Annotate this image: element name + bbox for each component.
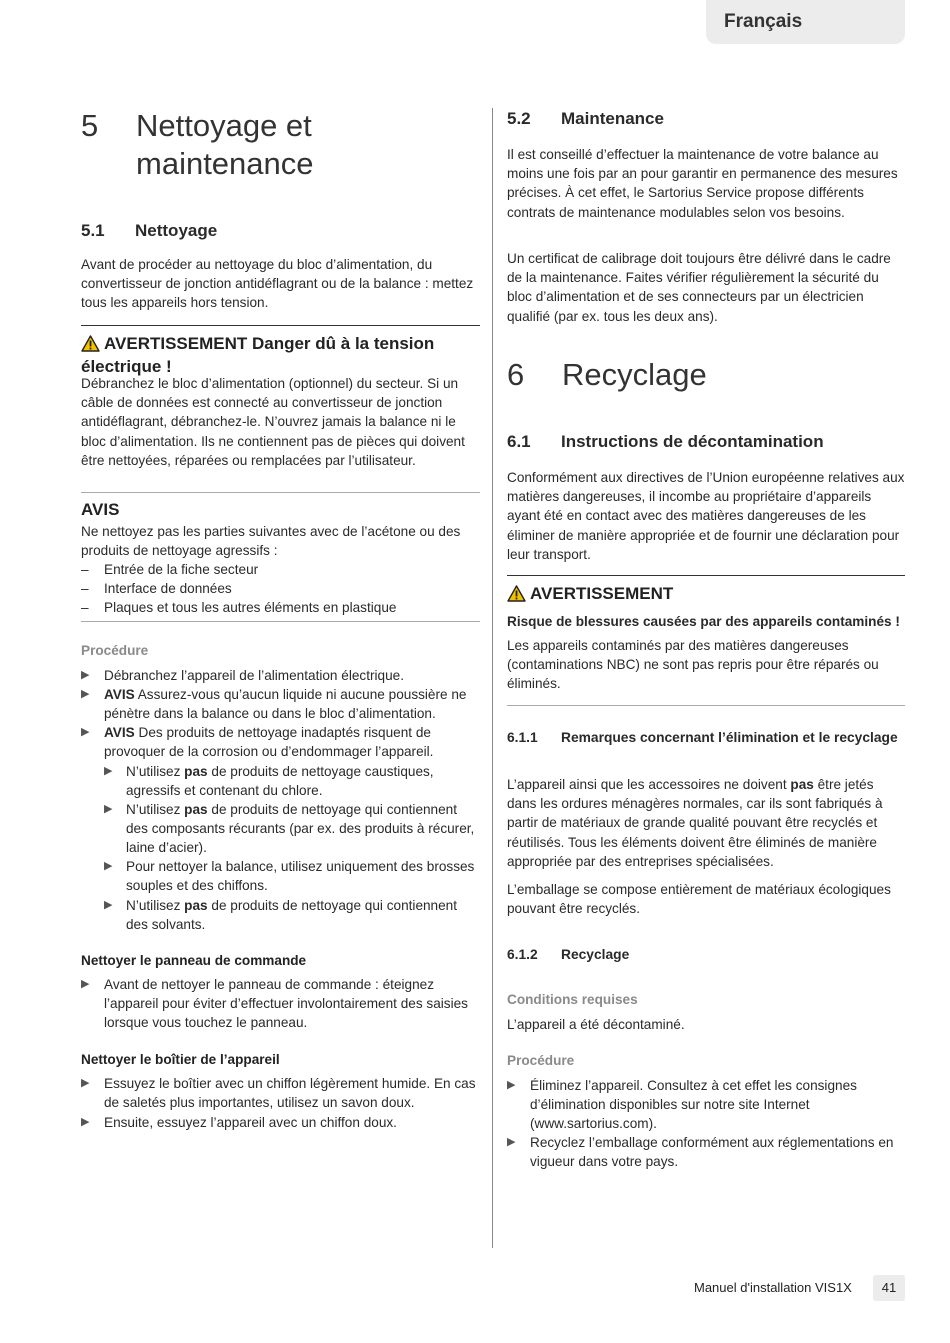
section-6-heading xyxy=(507,356,905,396)
section-title: Nettoyage xyxy=(135,221,218,240)
elimination-paragraph-1: L’appareil ainsi que les accessoires ne doivent pas être jetés dans les ordures ménagères normales, car ils sont fabriqués à partir de matériaux de grande qualité pouvant être recyclés et réutilisés. Tous les éléments doivent être éliminés de manière appropriée par des entreprises spécialisées. xyxy=(507,777,883,869)
page-number-box xyxy=(873,1275,905,1301)
warning-top-rule xyxy=(507,575,905,576)
section-5-heading xyxy=(81,107,480,187)
triangle-right-icon: ▶ xyxy=(81,726,90,738)
section-number: 6.1 xyxy=(507,432,531,451)
warning-text: Débranchez le bloc d’alimentation (optionnel) du secteur. Si un câble de données est connecté au convertisseur de jonction antidéflagrant, débranchez-le. N’ouvrez jamais la balance ni le bloc d’alimentation. Ils ne contiennent pas de pièces qui doivent être nettoyées, réparées ou remplacées par l’utilisateur. xyxy=(81,376,465,468)
avis-title: AVIS xyxy=(81,500,120,519)
procedure-label: Procédure xyxy=(507,1053,575,1068)
triangle-right-icon: ▶ xyxy=(81,1116,90,1128)
warning-text: Les appareils contaminés par des matières dangereuses (contaminations NBC) ne sont pas repris pour être réparés ou éliminés. xyxy=(507,638,879,692)
conditions-text: L’appareil a été décontaminé. xyxy=(507,1017,685,1032)
section-title: Recyclage xyxy=(561,947,630,962)
section-title: Remarques concernant l’élimination et le recyclage xyxy=(561,730,898,745)
section-title-line2: maintenance xyxy=(136,146,314,181)
section-number: 5 xyxy=(81,108,99,143)
column-divider xyxy=(492,108,493,1248)
triangle-right-icon: ▶ xyxy=(81,1077,90,1089)
maintenance-paragraph-1: Il est conseillé d’effectuer la maintenance de votre balance au moins une fois par an pour garantir en permanence des mesures précises. À cet effet, le Sartorius Service propose différents contrats de maintenance modulables selon vos besoins. xyxy=(507,147,898,220)
triangle-right-icon: ▶ xyxy=(81,669,90,681)
page-number: 41 xyxy=(881,1280,897,1295)
elimination-paragraph-2: L’emballage se compose entièrement de matériaux écologiques pouvant être recyclés. xyxy=(507,882,891,917)
warning-triangle-icon xyxy=(81,335,100,357)
section-number: 6.1.2 xyxy=(507,947,538,962)
section-title: Maintenance xyxy=(561,109,664,128)
section-number: 6 xyxy=(507,357,525,392)
manual-title: Manuel d'installation VIS1X xyxy=(694,1280,852,1295)
cleaning-intro: Avant de procéder au nettoyage du bloc d’alimentation, du convertisseur de jonction antidéflagrant ou de la balance : mettez tous les appareils hors tension. xyxy=(81,257,474,311)
section-title: Recyclage xyxy=(562,357,707,392)
avis-bottom-rule xyxy=(81,621,480,622)
panel-heading: Nettoyer le panneau de commande xyxy=(81,953,307,968)
triangle-right-icon: ▶ xyxy=(81,978,90,990)
conditions-label: Conditions requises xyxy=(507,992,638,1007)
warning-title-text: AVERTISSEMENT Danger dû à la tension électrique ! xyxy=(81,334,435,376)
warning-subtitle: Risque de blessures causées par des appareils contaminés ! xyxy=(507,614,900,629)
triangle-right-icon: ▶ xyxy=(104,765,113,777)
section-number: 5.2 xyxy=(507,109,531,128)
warning-triangle-icon xyxy=(507,585,526,607)
decontamination-paragraph: Conformément aux directives de l’Union européenne relatives aux matières dangereuses, il incombe au propriétaire d’appareils ayant été en contact avec des matières dangereuses de les éliminer de manière appropriée et de fournir une déclaration pour leur transport. xyxy=(507,470,905,562)
warning-top-rule xyxy=(81,325,480,326)
warning-bottom-rule xyxy=(81,492,480,493)
warning-title xyxy=(81,334,480,377)
language-label: Français xyxy=(724,11,803,32)
triangle-right-icon: ▶ xyxy=(104,803,113,815)
avis-text: Ne nettoyez pas les parties suivantes avec de l’acétone ou des produits de nettoyage agressifs : xyxy=(81,524,461,559)
maintenance-paragraph-2: Un certificat de calibrage doit toujours être délivré dans le cadre de la maintenance. Faites vérifier régulièrement la sécurité du bloc d’alimentation et de ses connecteurs par un électricien qualifié (par ex. tous les deux ans). xyxy=(507,251,891,324)
section-number: 6.1.1 xyxy=(507,730,538,745)
language-tab xyxy=(706,0,905,44)
triangle-right-icon: ▶ xyxy=(507,1079,516,1091)
triangle-right-icon: ▶ xyxy=(104,860,113,872)
procedure-label: Procédure xyxy=(81,643,149,658)
housing-heading: Nettoyer le boîtier de l’appareil xyxy=(81,1052,280,1067)
section-title-line1: Nettoyage et xyxy=(136,108,312,143)
section-number: 5.1 xyxy=(81,221,105,240)
triangle-right-icon: ▶ xyxy=(507,1136,516,1148)
warning-bottom-rule xyxy=(507,705,905,706)
warning-title xyxy=(507,584,905,607)
section-title: Instructions de décontamination xyxy=(561,432,824,451)
triangle-right-icon: ▶ xyxy=(81,688,90,700)
triangle-right-icon: ▶ xyxy=(104,899,113,911)
warning-title-text: AVERTISSEMENT xyxy=(530,584,674,603)
